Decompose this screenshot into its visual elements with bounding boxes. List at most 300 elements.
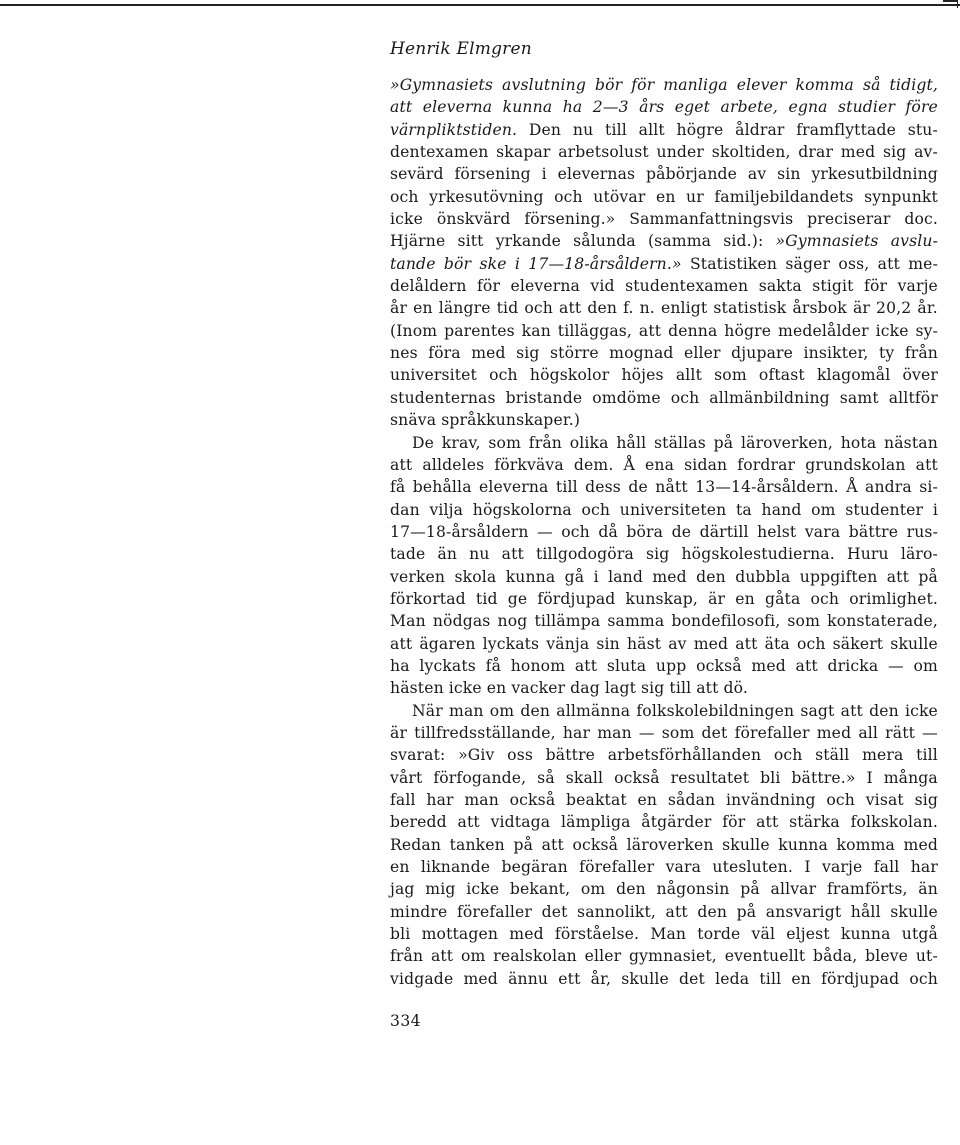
word: åldrar [735,120,785,139]
word: vänja [546,634,590,653]
word: klagomål [816,366,891,385]
page-column [390,38,938,1030]
word: en [791,969,811,988]
text-line [390,811,938,833]
word: — [922,723,938,742]
text-line [390,722,938,744]
word: beaktat [565,791,627,809]
word: och [524,299,553,318]
word: dricka [827,656,879,675]
word: fördjupad [537,589,616,608]
word: nödgas [432,612,491,631]
word: parentes [444,321,515,340]
word: på [918,567,938,586]
word: enligt [660,299,708,318]
text-line [390,275,938,297]
word: skall [565,768,604,787]
word: ett [558,969,581,988]
word: då [598,522,618,541]
text-line [390,387,938,409]
word: begäran [501,858,568,877]
word: av [747,165,767,184]
word: den [520,701,551,720]
word: man [597,723,632,742]
word: den [697,902,728,921]
word: sannolikt, [577,902,656,921]
word: arbete, [720,98,778,117]
word: vara [665,858,702,877]
word: icke [466,880,500,899]
word: häst [626,634,662,653]
word: ägaren [419,634,476,653]
word: förefaller [734,723,810,742]
word: från [904,344,938,363]
word: tanken [449,835,505,854]
word: de [671,522,692,541]
word: Man [650,925,687,944]
word: än [437,545,458,564]
word: snäva [390,411,437,430]
word: icke [875,321,909,340]
word: tillämpa [534,612,601,631]
word: förefaller [456,902,533,921]
word: ha [562,98,583,117]
word: högskolestudierna. [681,545,835,564]
word: Å [846,478,858,497]
word: 17—18-årsåldern.» [528,254,682,273]
text-line [390,588,938,610]
word: »Gymnasiets [390,76,494,94]
word: vid [590,277,615,296]
text-line [390,96,938,118]
word: om [580,880,606,899]
word: allt [675,366,702,385]
word: gåta [764,589,801,608]
word: och [390,187,419,206]
word: åtgärder [641,813,712,832]
word: som [661,723,695,742]
word: bleve [865,947,909,966]
word: vidgade [390,969,454,988]
word: över [902,366,938,385]
word: en [486,679,507,698]
word: insikter, [803,344,869,363]
word: någonsin [656,880,730,899]
word: att [501,545,524,564]
word: tid [496,299,519,318]
word: utövar [593,187,646,206]
word: föra [428,344,461,363]
word: skola [454,567,497,586]
word: delåldern [390,277,467,296]
word: års [639,98,665,117]
word: manliga [663,76,728,94]
word: framflyttade [796,120,896,139]
word: kan [521,321,551,340]
word: kunna [505,567,556,586]
word: ut- [915,947,938,966]
word: avslu- [890,232,938,251]
word: sevärd [390,165,444,184]
word: stärka [789,813,840,832]
word: också [614,768,660,787]
word: också [696,656,742,675]
word: arbetsolust [558,143,649,162]
word: rätt [885,723,916,742]
word: andra [865,478,912,497]
word: framförts, [826,880,908,899]
word: höjes [621,366,664,385]
word: dubbla [735,567,791,586]
word: att [390,455,413,474]
word: eller [684,344,721,363]
word: orimlighet. [849,589,938,608]
text-line [390,141,938,163]
word: man [449,701,484,720]
word: (samma [647,232,712,251]
word: svarat: [390,746,446,765]
word: nes [390,344,418,363]
word: att [638,321,662,340]
word: icke [448,679,482,698]
word: värnpliktstiden. [390,120,518,139]
word: i [541,165,547,184]
word: bristande [505,388,583,407]
word: 2—3 [592,98,629,117]
word: elever [736,76,787,94]
word: med [840,143,876,162]
word: f. [623,299,634,318]
word: realskolan [493,947,577,966]
word: bättre [545,746,596,765]
word: nästan [884,433,938,452]
word: hand [761,500,802,519]
word: alldeles [422,455,485,474]
word: att [696,679,719,698]
text-line [390,253,938,275]
word: med [751,656,786,675]
word: att [430,947,454,966]
word: yrkesutbildning [811,165,938,184]
word: båda, [813,947,858,966]
word: att [915,455,938,474]
word: sluta [606,656,647,675]
word: år, [590,969,612,988]
word: bör [594,76,623,94]
word: med [693,634,729,653]
word: skulle [890,634,938,653]
word: lagt [604,679,637,698]
word: avslutning [502,76,587,94]
word: torde [697,925,741,944]
text-line [390,834,938,856]
word: böra [626,522,664,541]
word: egna [788,98,828,117]
word: i [593,567,599,586]
word: beredd [390,813,447,832]
word: sidan [684,455,728,474]
word: all [858,723,879,742]
word: att [390,98,413,117]
word: varje [897,277,938,296]
text-line [390,610,938,632]
text-line [390,767,938,789]
word: skulle [722,835,770,854]
word: som [714,366,747,385]
word: dö. [723,679,749,698]
word: försening.» [524,210,616,229]
word: gå [564,567,585,586]
text-line [390,119,938,141]
word: den [587,299,618,318]
text-line [390,230,938,252]
word: är [390,723,408,742]
word: håll [616,433,647,452]
word: har [562,723,591,742]
word: krav, [441,433,481,452]
word: sådan [667,791,716,809]
word: bli [390,925,411,944]
word: vara [804,522,841,541]
word: bekant, [509,880,571,899]
word: allvar [770,880,817,899]
word: lyckats [419,656,476,675]
word: ty [878,344,895,363]
word: med [471,344,506,363]
word: ta [735,500,752,519]
word: att [795,656,818,675]
word: större [550,344,599,363]
word: med [652,567,687,586]
word: si- [919,478,938,497]
word: Redan [390,835,442,854]
word: mognad [609,344,674,363]
word: om [489,701,515,720]
word: med [903,835,938,854]
word: visat [865,791,904,809]
word: — [888,656,904,675]
word: Sammanfattningsvis [629,210,794,229]
word: fordrar [737,455,796,474]
word: till [555,478,578,497]
word: läroverken [626,835,714,854]
word: ena [645,455,675,474]
word: sagt [800,701,835,720]
word: en [413,299,433,318]
word: denna [668,321,718,340]
word: sig [882,143,907,162]
word: säkert [832,634,884,653]
word: allt [638,120,665,139]
word: ha [390,656,410,675]
word: äta [764,634,790,653]
text-line [390,744,938,766]
word: att [390,634,413,653]
word: vacker [511,679,566,698]
word: varje [821,858,863,877]
word: skoltiden, [711,143,791,162]
word: och [796,634,826,653]
word: de [628,478,648,497]
word: det [679,969,705,988]
word: allmänbildning [709,388,830,407]
word: håll [850,902,881,921]
word: utgå [901,925,938,944]
word: eventuellt [724,947,806,966]
text-line [390,342,938,364]
word: I [804,858,811,877]
word: än [918,880,938,899]
top-rule-corner [943,0,958,8]
word: leda [715,969,750,988]
word: samma [607,612,665,631]
word: förefaller [579,858,655,877]
word: oftast [758,366,805,385]
word: bör [443,254,472,273]
word: fall [390,791,416,809]
word: eleverna [422,98,493,117]
word: har [910,858,938,877]
word: tade [390,545,426,564]
word: behålla [412,478,472,497]
word: doc. [904,210,938,229]
word: att [735,634,758,653]
word: synpunkt [864,187,938,206]
word: från [528,433,562,452]
word: sålunda [573,232,636,251]
word: liknande [420,858,491,877]
word: för [476,277,501,296]
word: upp [655,656,687,675]
word: olika [569,433,609,452]
word: är [708,589,726,608]
text-line [390,655,938,677]
word: sin [777,165,801,184]
word: nu [572,120,594,139]
text-line [390,566,938,588]
word: förfogande, [433,768,527,787]
word: oss [507,746,533,765]
word: om [913,656,938,675]
word: till [669,679,692,698]
word: honom [510,656,566,675]
word: (Inom [390,321,438,340]
word: mindre [390,902,448,921]
word: sid.): [723,232,764,251]
word: att [541,835,564,854]
word: och [826,791,855,809]
word: jag [390,880,415,899]
word: sig [516,344,540,363]
word: utesluten. [712,858,793,877]
word: preciserar [807,210,891,229]
word: är [852,299,871,318]
word: bättre [848,522,899,541]
word: grundskolan [805,455,906,474]
word: en [390,858,410,877]
word: folkskolan. [850,813,938,832]
word: tidigt, [889,76,938,94]
word: tid [475,589,498,608]
word: tande [390,254,436,273]
word: sig [641,679,665,698]
word: det [541,902,568,921]
word: språkkunskaper.) [441,411,581,430]
word: till [916,746,938,765]
word: det [701,723,728,742]
word: man [464,791,499,809]
text-line [390,476,938,498]
text-line [390,208,938,230]
word: från [390,947,424,966]
word: De [412,433,435,452]
word: oss, [838,254,870,273]
text-line [390,968,938,990]
word: universitet [390,366,477,385]
word: med [509,925,544,944]
word: studentexamen [625,277,749,296]
word: med [816,723,852,742]
word: högskolorna [472,500,572,519]
word: sakta [758,277,802,296]
word: helst [757,522,797,541]
word: me- [908,254,938,273]
word: omdöme [592,388,661,407]
word: har [426,791,454,809]
word: en [735,589,755,608]
word: ur [686,187,704,206]
word: om [460,947,486,966]
word: samt [839,388,879,407]
word: icke [390,210,423,229]
text-line [390,945,938,967]
word: ge [507,589,528,608]
word: fall [873,858,900,877]
text-line [390,454,938,476]
word: icke [904,701,938,720]
word: kunna [840,925,891,944]
word: mottagen [421,925,499,944]
word: säger [785,254,831,273]
word: en [655,187,676,206]
word: i [932,500,938,519]
word: dem. [573,455,614,474]
word: högskolor [529,366,610,385]
text-line [390,320,938,342]
word: högre [676,120,724,139]
text-line [390,163,938,185]
word: statistisk [713,299,787,318]
word: att [559,299,582,318]
word: studenter [845,500,924,519]
author-heading: Henrik Elmgren [390,39,532,59]
word: studier [838,98,896,117]
word: en [637,791,658,809]
word: tillgodogöra [536,545,634,564]
word: sitt [457,232,484,251]
word: och [810,589,840,608]
word: påbörjande [646,165,738,184]
word: skulle [890,902,938,921]
text-line [390,74,938,96]
word: medelålder [778,321,869,340]
word: sig [914,791,938,809]
word: universiteten [619,500,727,519]
word: läroverken, [740,433,833,452]
word: I [866,768,873,787]
text-line [390,409,938,431]
word: år. [917,299,938,318]
